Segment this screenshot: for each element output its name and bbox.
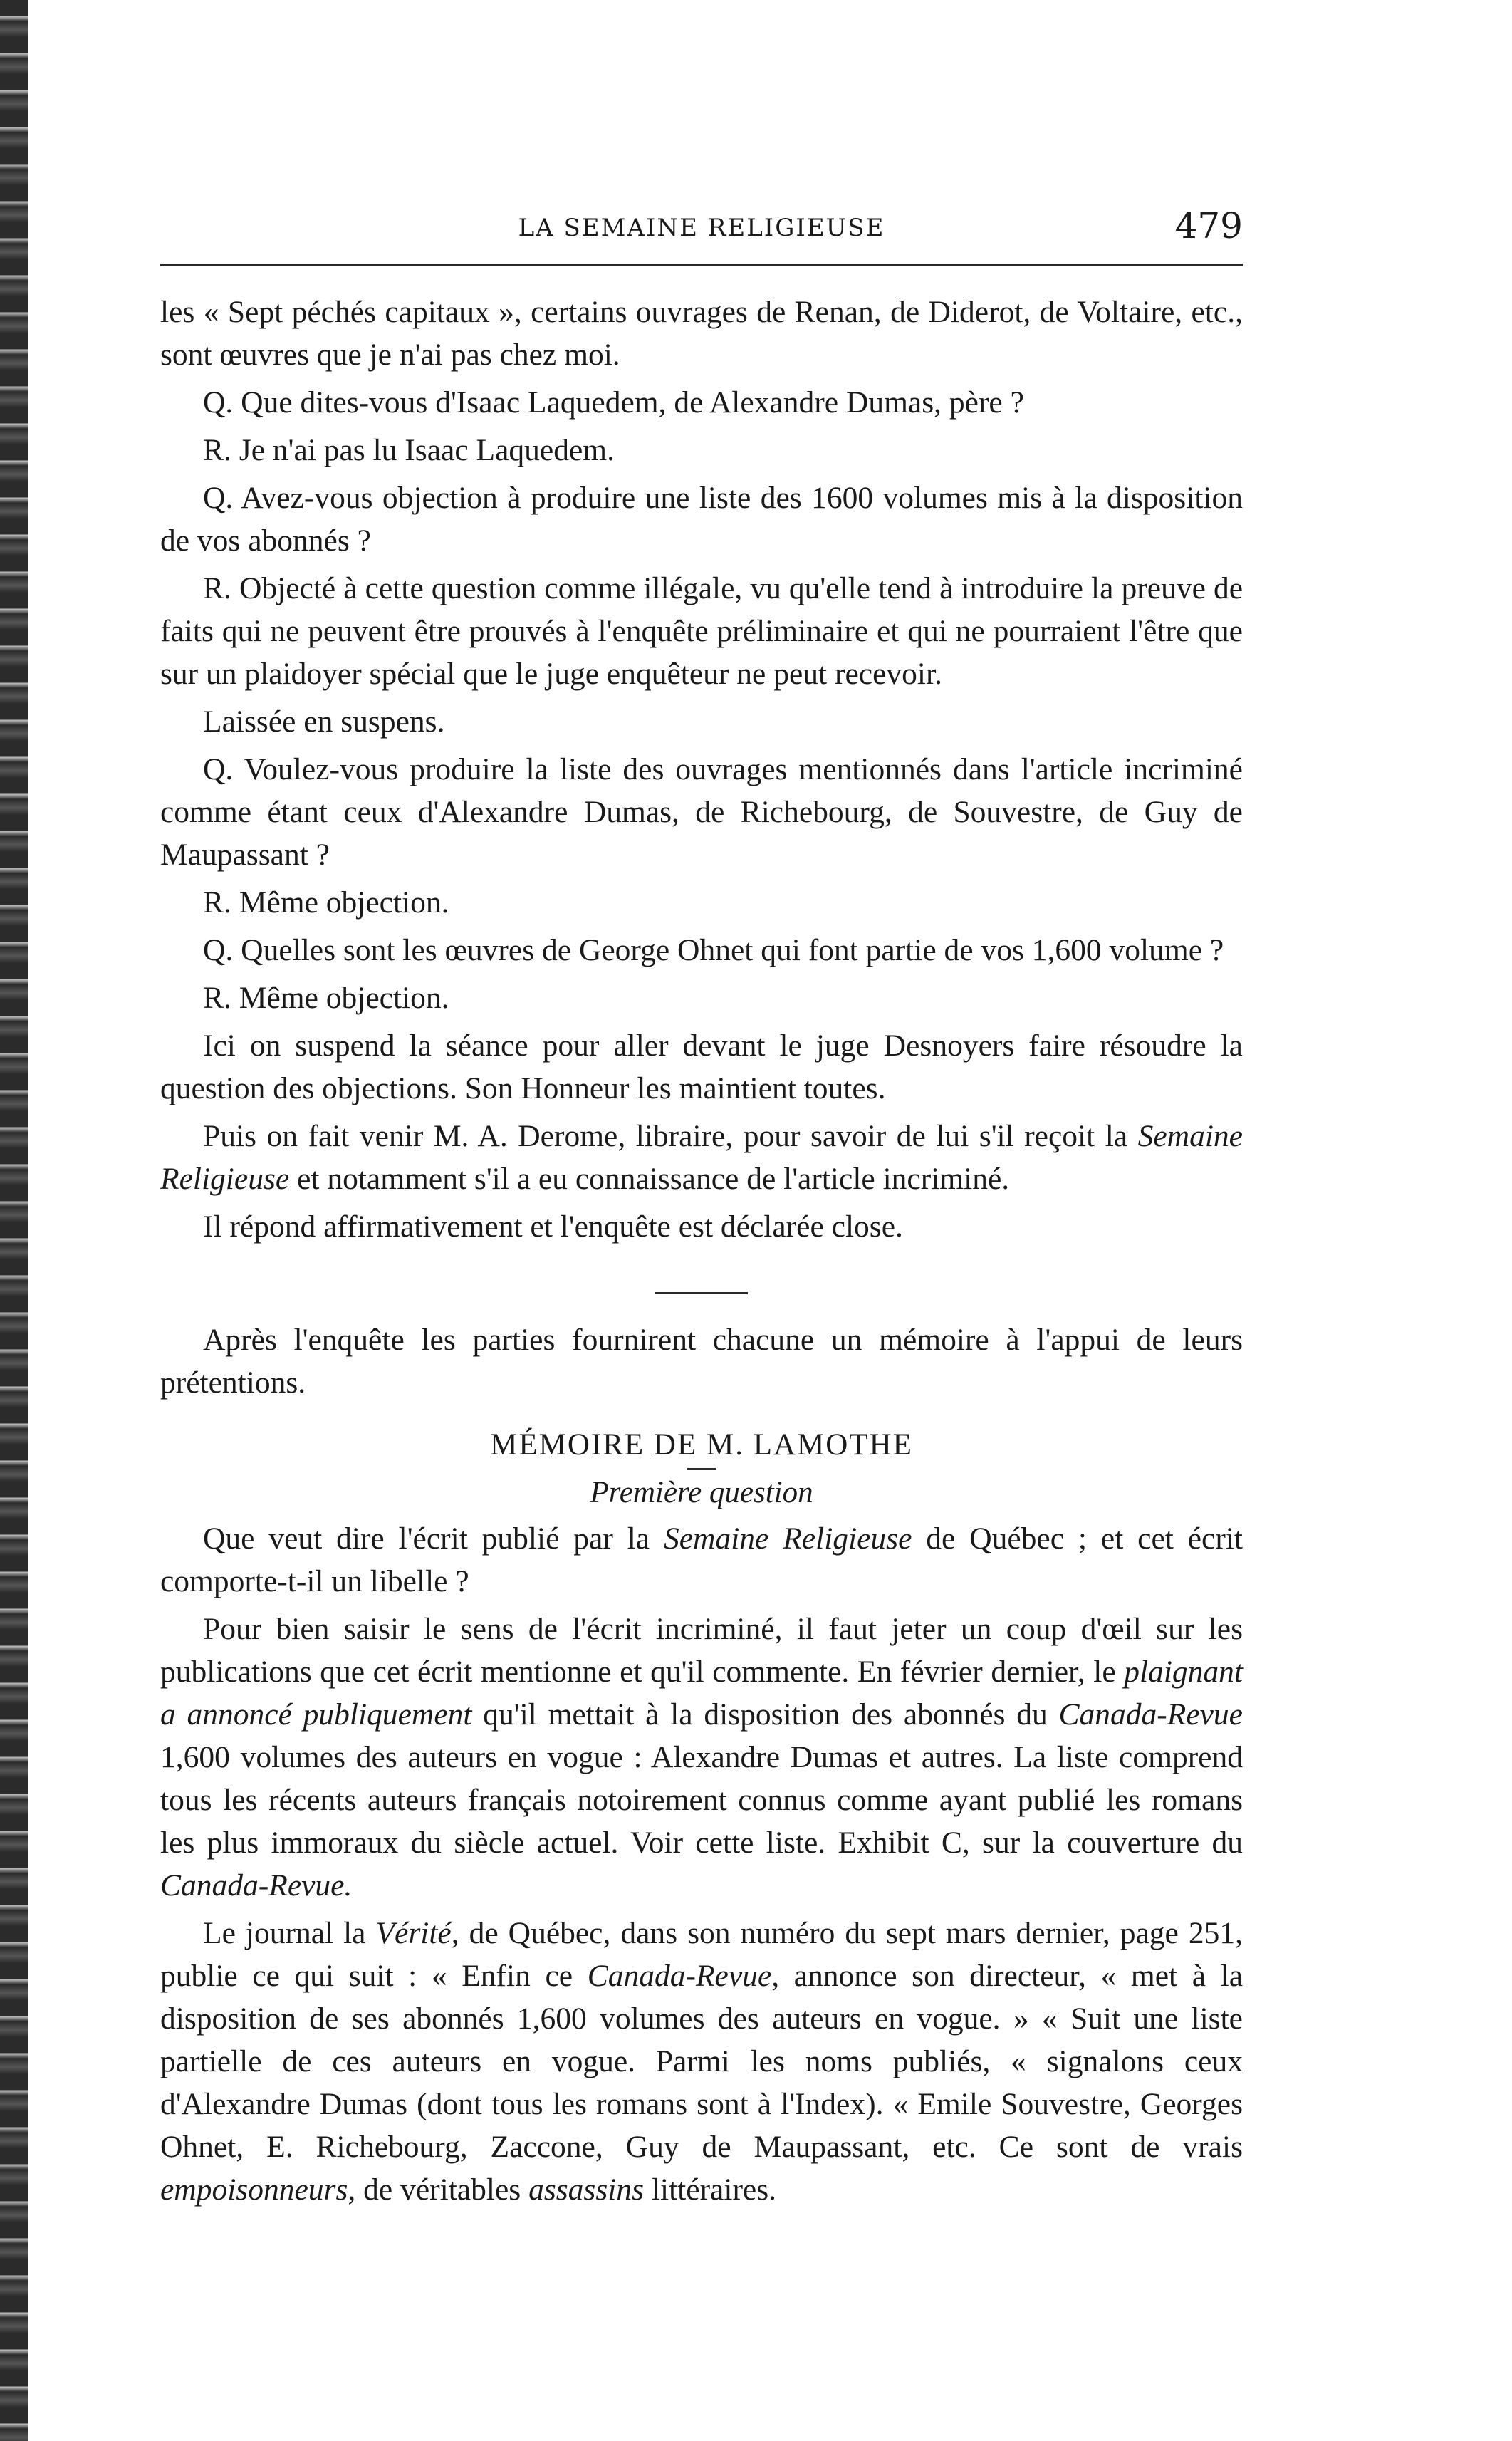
text-run: qu'il mettait à la disposition des abonnés du <box>471 1697 1059 1732</box>
text-run: Pour bien saisir le sens de l'écrit incriminé, il faut jeter un coup d'œil sur les publications que cet écrit mentionne et qu'il commente. En février dernier, le <box>160 1612 1243 1689</box>
running-head <box>160 207 1243 266</box>
italic-text: Vérité <box>375 1916 452 1950</box>
section-rule <box>655 1292 748 1294</box>
text-run: Le journal la <box>203 1916 376 1950</box>
heading-dash <box>687 1468 716 1470</box>
body-text <box>160 291 1243 2211</box>
paragraph <box>160 1608 1243 1907</box>
paragraph: Il répond affirmativement et l'enquête est déclarée close. <box>203 1209 903 1244</box>
paragraph: R. Même objection. <box>203 981 449 1015</box>
paragraph <box>160 1517 1243 1603</box>
text-run: et notamment s'il a eu connaissance de l'article incriminé. <box>289 1162 1010 1196</box>
text-run: Puis on fait venir M. A. Derome, libraire, pour savoir de lui s'il reçoit la <box>203 1119 1138 1153</box>
paragraph: les « Sept péchés capitaux », certains ouvrages de Renan, de Diderot, de Voltaire, etc., sont œuvres que je n'ai pas chez moi. <box>160 295 1243 372</box>
italic-text: Semaine Religieuse <box>160 1119 1243 1196</box>
paragraph: R. Objecté à cette question comme illégale, vu qu'elle tend à introduire la preuve de faits qui ne peuvent être prouvés à l'enquête préliminaire et qui ne pourraient l'être que sur un plaidoyer spécial que le juge enquêteur ne peut recevoir. <box>160 571 1243 691</box>
paragraph: Laissée en suspens. <box>203 704 445 739</box>
text-run: Que veut dire l'écrit publié par la <box>203 1521 664 1556</box>
paragraph: R. Même objection. <box>203 885 449 920</box>
paragraph: Q. Que dites-vous d'Isaac Laquedem, de Alexandre Dumas, père ? <box>203 385 1024 420</box>
section-subheading: Première question <box>590 1476 813 1509</box>
text-run: , de véritables <box>348 2172 529 2207</box>
paragraph <box>160 1115 1243 1200</box>
paragraph: Q. Voulez-vous produire la liste des ouvrages mentionnés dans l'article incriminé comme étant ceux d'Alexandre Dumas, de Richebourg, de Souvestre, de Guy de Maupassant ? <box>160 752 1243 872</box>
running-title: LA SEMAINE RELIGIEUSE <box>518 214 885 242</box>
text-run: 1,600 volumes des auteurs en vogue : Alexandre Dumas et autres. La liste comprend tous les récents auteurs français notoirement connus comme ayant publié les romans les plus immoraux du siècle actuel. Voir cette liste. Exhibit C, sur la couverture du <box>160 1740 1243 1860</box>
paragraph-after-rule: Après l'enquête les parties fournirent chacune un mémoire à l'appui de leurs prétentions. <box>160 1323 1243 1400</box>
text-run: , de Québec, dans son numéro du sept mars dernier, page 251, publie ce qui suit : « Enfin ce <box>160 1916 1243 1993</box>
text-run: littéraires. <box>644 2172 777 2207</box>
paragraph <box>160 1912 1243 2211</box>
page-number: 479 <box>1174 205 1243 246</box>
scanned-page-edge <box>0 0 28 2441</box>
page <box>160 207 1243 2216</box>
paragraph: Q. Avez-vous objection à produire une liste des 1600 volumes mis à la disposition de vos abonnés ? <box>160 481 1243 558</box>
text-run: de Québec ; et cet écrit comporte-t-il un libelle ? <box>160 1521 1243 1598</box>
italic-text: Semaine Religieuse <box>663 1521 912 1556</box>
italic-text: Canada-Revue <box>1058 1697 1243 1732</box>
italic-text: plaignant a annoncé publiquement <box>160 1655 1243 1732</box>
section-paragraphs <box>160 1517 1243 2211</box>
body-paragraphs <box>160 291 1243 1248</box>
paragraph: Q. Quelles sont les œuvres de George Ohnet qui font partie de vos 1,600 volume ? <box>203 933 1224 967</box>
paragraph: R. Je n'ai pas lu Isaac Laquedem. <box>203 433 615 467</box>
italic-text: Canada-Revue. <box>160 1868 353 1903</box>
text-run: , annonce son directeur, « met à la disposition de ses abonnés 1,600 volumes des auteurs en vogue. » « Suit une liste partielle de ces auteurs en vogue. Parmi les noms publiés, « signalons ceux d'Alexandre Dumas (dont tous les romans sont à l'Index). « Emile Souvestre, Georges Ohnet, E. Richebourg, Zaccone, Guy de Maupassant, etc. Ce sont de vrais <box>160 1959 1243 2164</box>
italic-text: Canada-Revue <box>587 1959 772 1993</box>
italic-text: empoisonneurs <box>160 2172 348 2207</box>
italic-text: assassins <box>528 2172 645 2207</box>
paragraph: Ici on suspend la séance pour aller devant le juge Desnoyers faire résoudre la question des objections. Son Honneur les maintient toutes. <box>160 1029 1243 1105</box>
section-heading: MÉMOIRE DE M. LAMOTHE <box>490 1428 913 1462</box>
